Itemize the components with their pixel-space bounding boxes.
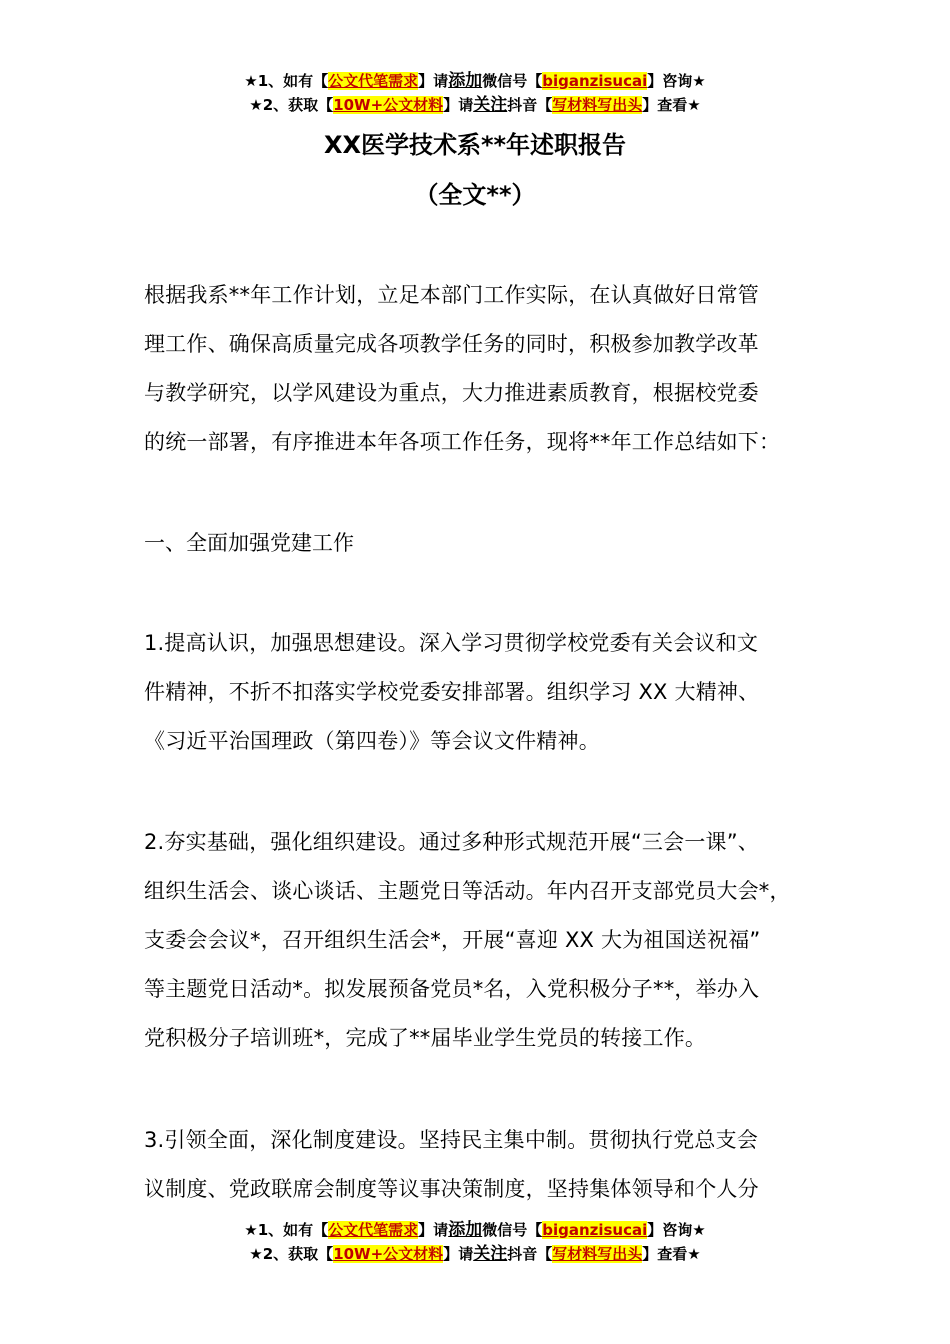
star-icon: ★ xyxy=(244,72,258,90)
wechat-id: biganzisucai xyxy=(542,72,648,90)
emphasis-text: 添加 xyxy=(448,71,483,91)
highlight-text: 10W+公文材料 xyxy=(333,96,444,114)
star-icon: ★ xyxy=(249,96,263,114)
item-1-paragraph xyxy=(144,619,824,766)
text-line: 议制度、党政联席会制度等议事决策制度，坚持集体领导和个人分 xyxy=(144,1177,759,1201)
text-line: 根据我系**年工作计划，立足本部门工作实际，在认真做好日常管 xyxy=(144,283,759,307)
footer-ad-line-2: ★2、获取【10W+公文材料】请关注抖音【写材料写出头】查看★ xyxy=(249,1244,701,1264)
section-heading: 一、全面加强党建工作 xyxy=(144,531,354,555)
text-line: 1.提高认识，加强思想建设。深入学习贯彻学校党委有关会议和文 xyxy=(144,631,759,655)
text-line: 党积极分子培训班*，完成了**届毕业学生党员的转接工作。 xyxy=(144,1026,707,1050)
emphasis-text: 关注 xyxy=(473,95,508,115)
text-line: 件精神，不折不扣落实学校党委安排部署。组织学习 XX 大精神、 xyxy=(144,680,760,704)
text-line: 组织生活会、谈心谈话、主题党日等活动。年内召开支部党员大会*， xyxy=(144,879,791,903)
douyin-id: 写材料写出头 xyxy=(552,1245,643,1263)
emphasis-text: 关注 xyxy=(473,1244,508,1264)
highlight-text: 公文代笔需求 xyxy=(328,1221,419,1239)
item-2-paragraph xyxy=(144,818,824,1063)
document-title: XX医学技术系**年述职报告 xyxy=(323,131,627,159)
text-line: 与教学研究，以学风建设为重点，大力推进素质教育，根据校党委 xyxy=(144,381,759,405)
text-line: 的统一部署，有序推进本年各项工作任务，现将**年工作总结如下： xyxy=(144,430,781,454)
wechat-id: biganzisucai xyxy=(542,1221,648,1239)
footer-ad-line-1: ★1、如有【公文代笔需求】请添加微信号【biganzisucai】咨询★ xyxy=(244,1220,706,1240)
star-icon: ★ xyxy=(244,1221,258,1239)
text-line: 支委会会议*，召开组织生活会*，开展“喜迎 XX 大为祖国送祝福” xyxy=(144,928,761,952)
header-ad-line-2: ★2、获取【10W+公文材料】请关注抖音【写材料写出头】查看★ xyxy=(249,95,701,115)
text-line: 2.夯实基础，强化组织建设。通过多种形式规范开展“三会一课”、 xyxy=(144,830,759,854)
douyin-id: 写材料写出头 xyxy=(552,96,643,114)
text-line: 等主题党日活动*。拟发展预备党员*名，入党积极分子**，举办入 xyxy=(144,977,760,1001)
highlight-text: 10W+公文材料 xyxy=(333,1245,444,1263)
intro-paragraph xyxy=(144,271,824,467)
emphasis-text: 添加 xyxy=(448,1220,483,1240)
text-line: 理工作、确保高质量完成各项教学任务的同时，积极参加教学改革 xyxy=(144,332,759,356)
text-line: 《习近平治国理政（第四卷）》等会议文件精神。 xyxy=(144,729,600,753)
document-subtitle: （全文**） xyxy=(414,181,536,209)
text-line: 3.引领全面，深化制度建设。坚持民主集中制。贯彻执行党总支会 xyxy=(144,1128,759,1152)
highlight-text: 公文代笔需求 xyxy=(328,72,419,90)
star-icon: ★ xyxy=(249,1245,263,1263)
header-ad-line-1: ★1、如有【公文代笔需求】请添加微信号【biganzisucai】咨询★ xyxy=(244,71,706,91)
item-3-paragraph xyxy=(144,1116,824,1214)
